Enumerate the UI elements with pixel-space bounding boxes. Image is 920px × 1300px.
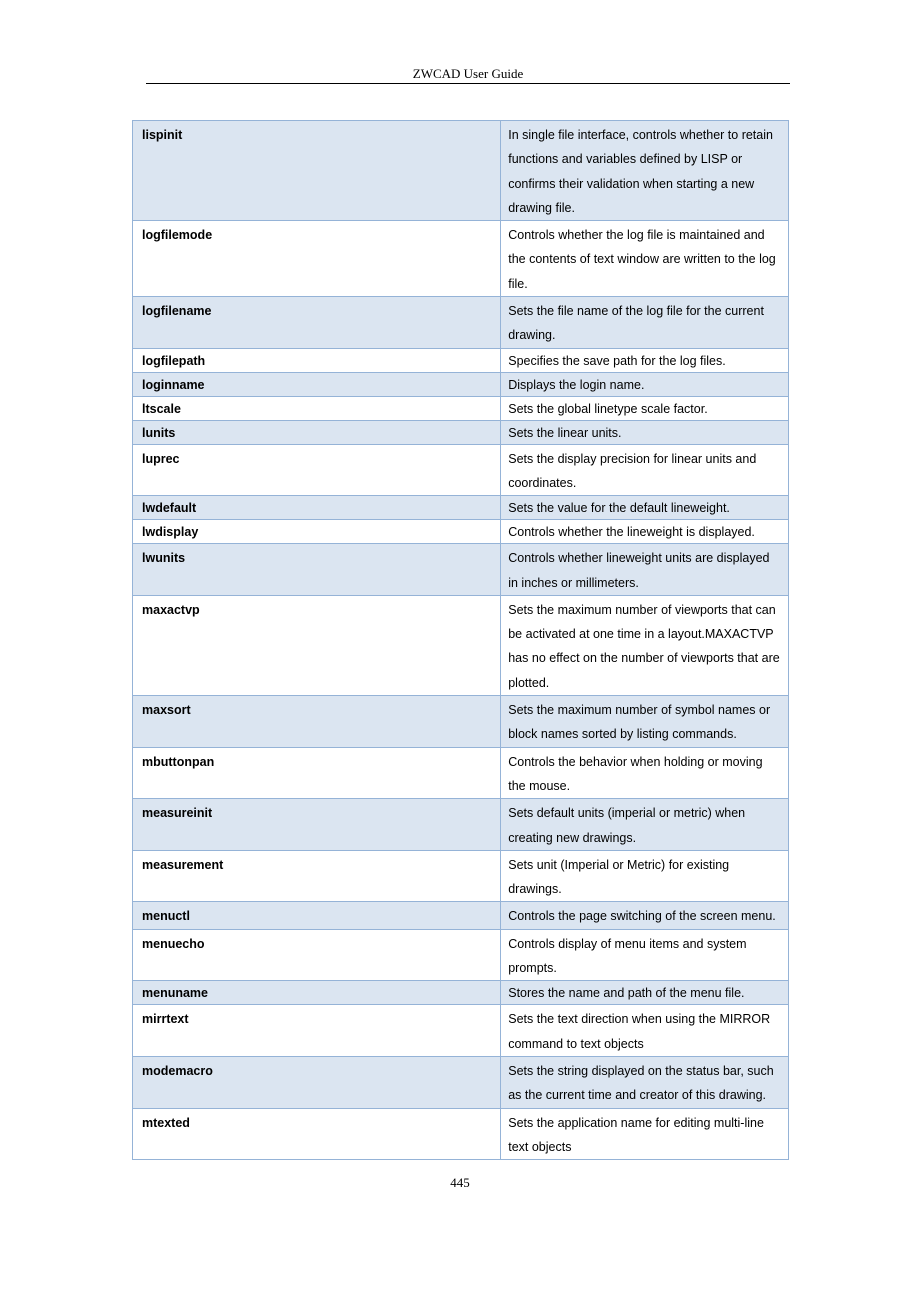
variable-name: menuctl bbox=[133, 902, 501, 929]
table-row bbox=[133, 1056, 789, 1108]
variable-description: Controls whether the lineweight is displayed. bbox=[501, 520, 789, 544]
variable-description: Controls display of menu items and system prompts. bbox=[501, 929, 789, 981]
table-row bbox=[133, 850, 789, 902]
table-row bbox=[133, 696, 789, 748]
variable-name: luprec bbox=[133, 444, 501, 496]
variable-description: Specifies the save path for the log files. bbox=[501, 348, 789, 372]
variable-name: lunits bbox=[133, 420, 501, 444]
table-row bbox=[133, 420, 789, 444]
table-row bbox=[133, 444, 789, 496]
table-row bbox=[133, 496, 789, 520]
table-row bbox=[133, 297, 789, 349]
variable-name: lwdefault bbox=[133, 496, 501, 520]
variable-description: Displays the login name. bbox=[501, 372, 789, 396]
variable-description: Sets the text direction when using the MIRROR command to text objects bbox=[501, 1005, 789, 1057]
variable-description: Sets the linear units. bbox=[501, 420, 789, 444]
variable-name: lispinit bbox=[133, 121, 501, 221]
variable-name: logfilepath bbox=[133, 348, 501, 372]
table-row bbox=[133, 544, 789, 596]
variable-name: lwdisplay bbox=[133, 520, 501, 544]
table-row bbox=[133, 348, 789, 372]
variable-name: mtexted bbox=[133, 1108, 501, 1160]
table-row bbox=[133, 372, 789, 396]
variable-description: Sets the application name for editing multi-line text objects bbox=[501, 1108, 789, 1160]
variable-description: Sets the display precision for linear units and coordinates. bbox=[501, 444, 789, 496]
table-row bbox=[133, 121, 789, 221]
page-header: ZWCAD User Guide bbox=[146, 66, 790, 84]
table-row bbox=[133, 929, 789, 981]
table-row bbox=[133, 221, 789, 297]
variable-name: modemacro bbox=[133, 1056, 501, 1108]
variable-name: menuecho bbox=[133, 929, 501, 981]
variable-description: Sets the maximum number of viewports that can be activated at one time in a layout.MAXACTVP has no effect on the number of viewports that are plotted. bbox=[501, 595, 789, 695]
page-number: 445 bbox=[450, 1175, 470, 1190]
variable-description: Controls the behavior when holding or moving the mouse. bbox=[501, 747, 789, 799]
variable-name: measurement bbox=[133, 850, 501, 902]
variable-name: lwunits bbox=[133, 544, 501, 596]
variable-description: Stores the name and path of the menu file. bbox=[501, 981, 789, 1005]
table-row bbox=[133, 1108, 789, 1160]
variable-description: Controls the page switching of the screen menu. bbox=[501, 902, 789, 929]
variable-name: mbuttonpan bbox=[133, 747, 501, 799]
table-row bbox=[133, 799, 789, 851]
variable-name: measureinit bbox=[133, 799, 501, 851]
variable-description: Sets the global linetype scale factor. bbox=[501, 396, 789, 420]
table-row bbox=[133, 981, 789, 1005]
variable-description: Sets the string displayed on the status bar, such as the current time and creator of this drawing. bbox=[501, 1056, 789, 1108]
variable-name: menuname bbox=[133, 981, 501, 1005]
variable-name: logfilemode bbox=[133, 221, 501, 297]
variable-description: Sets unit (Imperial or Metric) for existing drawings. bbox=[501, 850, 789, 902]
variable-description: Sets default units (imperial or metric) when creating new drawings. bbox=[501, 799, 789, 851]
system-variable-table bbox=[132, 120, 789, 1160]
variable-name: maxsort bbox=[133, 696, 501, 748]
table-row bbox=[133, 902, 789, 929]
table-row bbox=[133, 1005, 789, 1057]
variable-description: In single file interface, controls whether to retain functions and variables defined by LISP or confirms their validation when starting a new drawing file. bbox=[501, 121, 789, 221]
table-row bbox=[133, 396, 789, 420]
variable-name: ltscale bbox=[133, 396, 501, 420]
variable-name: maxactvp bbox=[133, 595, 501, 695]
variable-description: Sets the file name of the log file for the current drawing. bbox=[501, 297, 789, 349]
variable-name: mirrtext bbox=[133, 1005, 501, 1057]
variable-name: logfilename bbox=[133, 297, 501, 349]
variable-name: loginname bbox=[133, 372, 501, 396]
variable-description: Controls whether the log file is maintained and the contents of text window are written to the log file. bbox=[501, 221, 789, 297]
table-row bbox=[133, 747, 789, 799]
variable-description: Controls whether lineweight units are displayed in inches or millimeters. bbox=[501, 544, 789, 596]
variable-description: Sets the value for the default lineweight. bbox=[501, 496, 789, 520]
table-row bbox=[133, 520, 789, 544]
variable-description: Sets the maximum number of symbol names or block names sorted by listing commands. bbox=[501, 696, 789, 748]
table-row bbox=[133, 595, 789, 695]
